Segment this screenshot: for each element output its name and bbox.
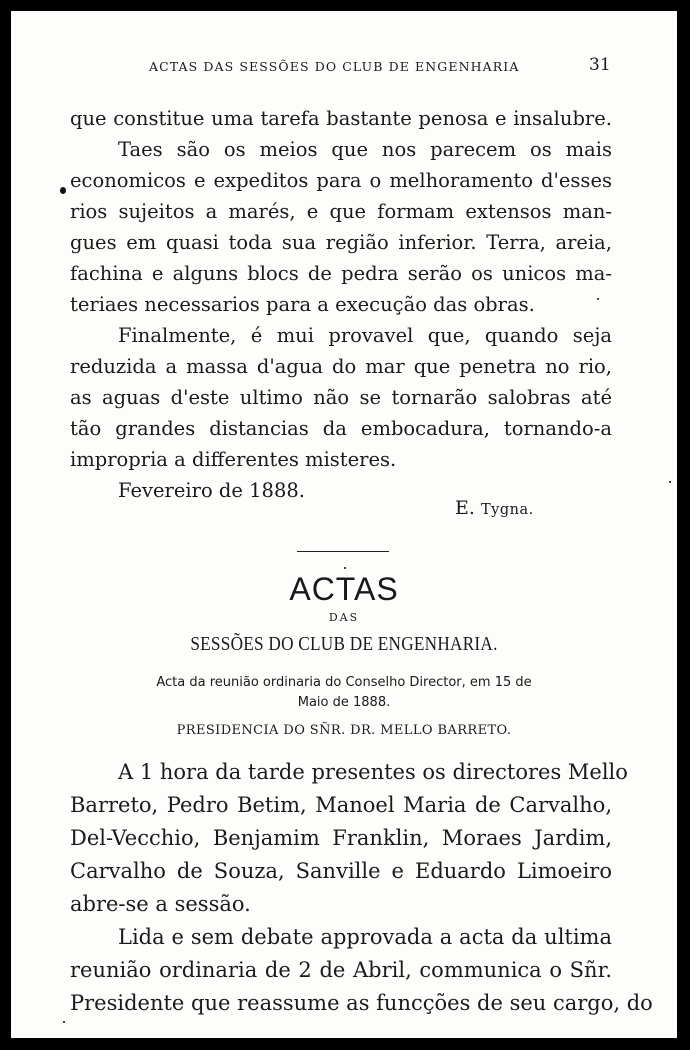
text-line: A 1 hora da tarde presentes os directores Mello: [118, 760, 628, 784]
section-subtitle: SESSÕES DO CLUB DE ENGENHARIA.: [190, 633, 498, 655]
signature-initial: E.: [455, 497, 475, 519]
signature-name: Tygna.: [480, 502, 534, 518]
text-line: as aguas d'este ultimo não se tornarão salobras até: [70, 386, 612, 409]
text-line: Fevereiro de 1888.: [118, 479, 305, 502]
acta-caption-line2: Maio de 1888.: [297, 695, 391, 710]
text-line: reunião ordinaria de 2 de Abril, communica o Sñr.: [70, 958, 612, 982]
page-number: 31: [589, 55, 611, 75]
paper-speck: [63, 1021, 65, 1023]
presidencia-line: PRESIDENCIA DO SÑR. DR. MELLO BARRETO.: [176, 723, 512, 738]
text-line: Finalmente, é mui provavel que, quando seja: [118, 324, 612, 347]
section-divider: [297, 551, 389, 552]
text-line: que constitue uma tarefa bastante penosa e insalubre.: [70, 107, 612, 130]
text-line: impropria a differentes misteres.: [70, 448, 397, 471]
text-line: Presidente que reassume as funcções de seu cargo, do: [70, 991, 653, 1015]
text-line: Lida e sem debate approvada a acta da ultima: [118, 925, 612, 949]
text-line: fachina e alguns blocs de pedra serão os unicos ma-: [70, 262, 612, 285]
text-line: abre-se a sessão.: [70, 892, 251, 916]
running-title: ACTAS DAS SESSÕES DO CLUB DE ENGENHARIA: [149, 59, 520, 74]
section-das: DAS: [328, 611, 360, 624]
text-line: Barreto, Pedro Betim, Manoel Maria de Carvalho,: [70, 793, 612, 817]
text-line: rios sujeitos a marés, e que formam extensos man-: [70, 200, 612, 223]
signature: [455, 497, 534, 519]
acta-caption-line1: Acta da reunião ordinaria do Conselho Director, em 15 de: [156, 675, 532, 690]
text-line: Taes são os meios que nos parecem os mais: [118, 138, 612, 161]
text-line: Del-Vecchio, Benjamim Franklin, Moraes Jardim,: [70, 826, 612, 850]
text-line: economicos e expeditos para o melhoramento d'esses: [70, 169, 612, 192]
section-title: ACTAS: [289, 571, 399, 607]
paper-speck: [669, 481, 671, 483]
book-page: [11, 11, 677, 1038]
text-line: gues em quasi toda sua região inferior. Terra, areia,: [70, 231, 612, 254]
paper-speck: [597, 298, 599, 300]
text-line: Carvalho de Souza, Sanville e Eduardo Limoeiro: [70, 859, 612, 883]
ink-dot: [60, 187, 66, 194]
paper-speck: [344, 567, 346, 569]
text-line: reduzida a massa d'agua do mar que penetra no rio,: [70, 355, 612, 378]
text-line: tão grandes distancias da embocadura, tornando-a: [70, 417, 612, 440]
text-line: teriaes necessarios para a execução das obras.: [70, 293, 535, 316]
